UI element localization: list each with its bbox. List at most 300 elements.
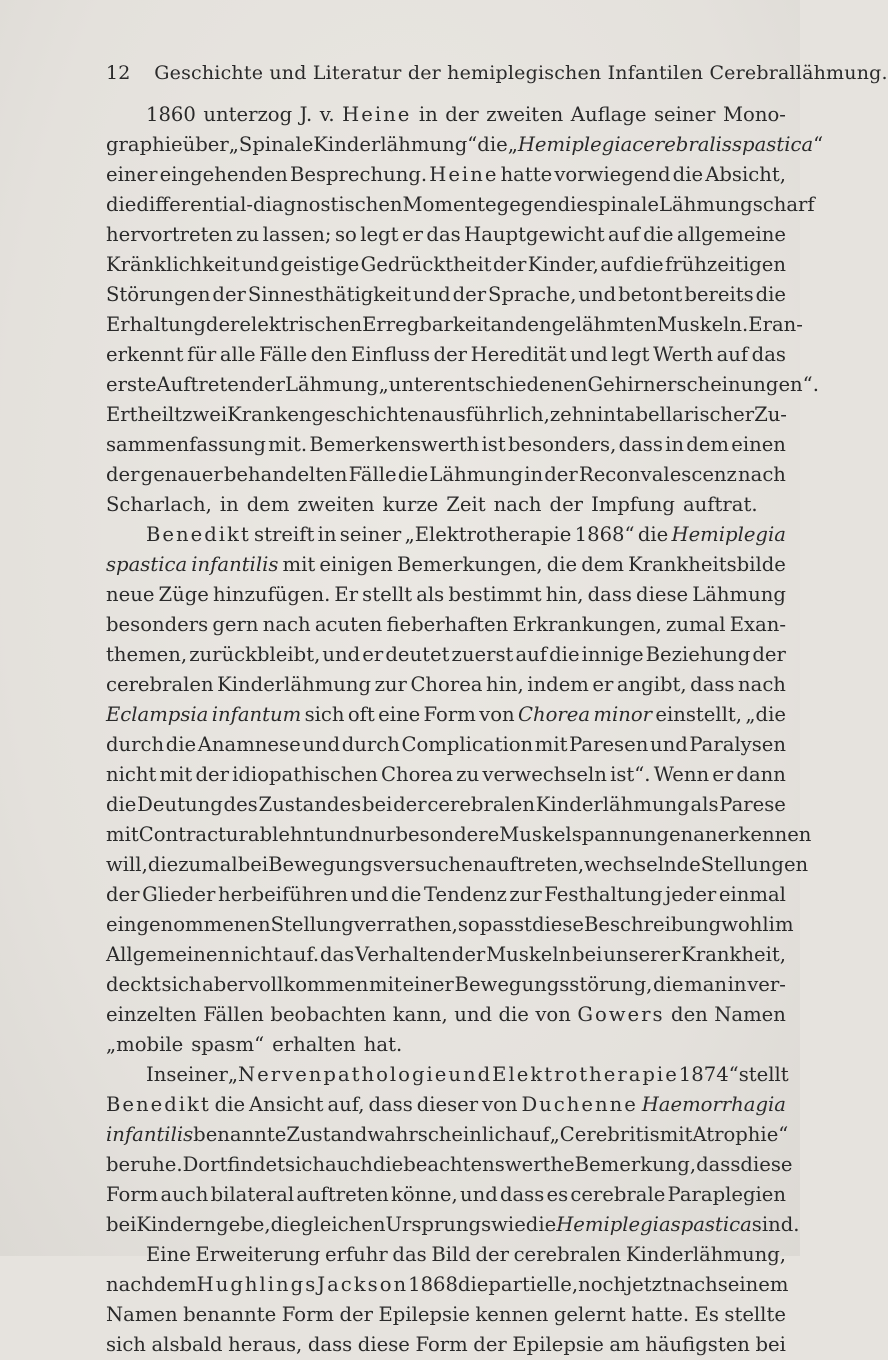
word: seiner (166, 1063, 228, 1086)
word: Hemiplegia (556, 1213, 671, 1236)
word: auf (515, 643, 548, 666)
word: aber (202, 973, 248, 996)
word: innige (581, 643, 644, 666)
word: als (690, 793, 719, 816)
text-line (106, 820, 812, 850)
word: „Spinale (228, 133, 314, 156)
word: der (339, 1303, 374, 1326)
word: er (712, 763, 734, 786)
text-line (106, 130, 824, 160)
text-line (106, 310, 803, 340)
word: könne, (391, 1183, 458, 1206)
word: Paresen (569, 733, 649, 756)
word: Züge (158, 583, 209, 606)
word: hin, (545, 583, 584, 606)
word: den (514, 313, 552, 336)
word: 1868“ (574, 523, 635, 546)
word: Mono- (722, 103, 786, 126)
word: einzelten (106, 1003, 197, 1026)
word: bei (237, 853, 269, 876)
word: J. (299, 103, 313, 126)
word: herbeiführen (217, 883, 349, 906)
word: dieser (416, 1093, 479, 1116)
word: Eclampsia (106, 703, 209, 726)
word: auch (160, 1183, 209, 1206)
word: Zustandes (258, 793, 362, 816)
word: auftreten (296, 1183, 389, 1206)
word: Tendenz (423, 883, 507, 906)
word: dass (690, 673, 735, 696)
text-line (106, 1270, 789, 1300)
word: Lähmung (284, 373, 379, 396)
word: auftrat. (682, 493, 758, 516)
word: bei (755, 1333, 786, 1356)
word: Ansicht (248, 1093, 324, 1116)
word: Lähmung (429, 463, 524, 486)
word: mit (282, 553, 316, 576)
word: zur (509, 883, 542, 906)
word: für (187, 343, 217, 366)
word: den (310, 343, 348, 366)
word: Zustand (286, 1123, 368, 1146)
word: die (457, 1273, 489, 1296)
word: allgemeine (676, 223, 786, 246)
word: themen, (106, 643, 188, 666)
word: in (665, 433, 685, 456)
word: sammenfassung (106, 433, 266, 456)
word: Allgemeinen (106, 943, 231, 966)
word: Erkrankungen, (512, 613, 662, 636)
word: hin, (486, 673, 524, 696)
word: Reconvalescenz (578, 463, 737, 486)
word: auch (324, 1153, 373, 1176)
word: einen (731, 433, 786, 456)
word: der (212, 283, 246, 306)
word: die (525, 1213, 557, 1236)
word: neue (106, 583, 155, 606)
word: auf, (327, 1093, 365, 1116)
word: Chorea (381, 763, 454, 786)
word: 1868 (408, 1273, 458, 1296)
word: legt (611, 343, 650, 366)
word: zweiten (486, 103, 564, 126)
word: passt (479, 913, 532, 936)
word: spastica (670, 1213, 752, 1236)
word: deutet (385, 643, 450, 666)
word: im (768, 913, 794, 936)
word: der (433, 343, 468, 366)
word: ablehnt (247, 823, 324, 846)
word: dem (246, 493, 290, 516)
word: Störungen (106, 283, 211, 306)
word: „ (227, 1063, 239, 1086)
word: Verhalten (355, 943, 451, 966)
word: ist (481, 433, 506, 456)
word: unterzog (203, 103, 293, 126)
word: zur (374, 673, 407, 696)
word: Zeit (446, 493, 486, 516)
word: Lähmung (659, 193, 753, 216)
word: mit (159, 763, 193, 786)
word: mit (659, 1123, 693, 1146)
word: theilt (129, 403, 183, 426)
word: diese (357, 1333, 410, 1356)
word: einmal (718, 883, 786, 906)
word: die (643, 223, 674, 246)
text-line (106, 400, 786, 430)
word: in (597, 403, 616, 426)
word: Deutung (137, 793, 223, 816)
word: so (334, 223, 357, 246)
word: und (578, 283, 617, 306)
text-line (106, 340, 786, 370)
word: nachdem (106, 1273, 197, 1296)
word: bereits (684, 283, 754, 306)
text-line (106, 790, 786, 820)
word: Paralysen (689, 733, 786, 756)
word: bilateral (210, 1183, 295, 1206)
word: Form (106, 1183, 159, 1206)
word: anerkennen (693, 823, 812, 846)
word: Paraplegien (667, 1183, 786, 1206)
word: seinem (717, 1273, 789, 1296)
word: nicht (106, 763, 157, 786)
word: erkennt (106, 343, 184, 366)
word: acuten (314, 613, 383, 636)
word: diese (531, 913, 584, 936)
word: Gowers (577, 1003, 665, 1026)
word: die (672, 163, 704, 186)
word: der (445, 103, 479, 126)
word: mit (369, 973, 402, 996)
word: es (546, 1183, 569, 1206)
word: Benedikt (106, 1093, 211, 1116)
word: er (362, 643, 384, 666)
word: „die (745, 703, 786, 726)
word: einstellt, (655, 703, 743, 726)
word: zehn (549, 403, 598, 426)
text-line (106, 550, 786, 580)
word: Gehirnerscheinungen“. (587, 373, 819, 396)
word: das (426, 223, 461, 246)
word: Kränklichkeit (106, 253, 240, 276)
word: hatte (500, 163, 553, 186)
word: und (569, 343, 608, 366)
word: erhalten (272, 1033, 356, 1056)
text-line (106, 250, 786, 280)
word: erste (106, 373, 157, 396)
word: genauer (140, 463, 223, 486)
word: elektrischen (239, 313, 363, 336)
word: besonders, (507, 433, 617, 456)
word: infantum (211, 703, 302, 726)
word: einigen (319, 553, 393, 576)
word: gegen (496, 193, 558, 216)
word: zu (236, 223, 260, 246)
word: Festhaltung (544, 883, 663, 906)
text-line (106, 520, 786, 550)
word: jeder (665, 883, 717, 906)
word: alsbald (151, 1333, 223, 1356)
word: die (633, 253, 664, 276)
word: Bemerkenswerth (309, 433, 480, 456)
word: einer (106, 163, 158, 186)
word: auf. (282, 943, 320, 966)
word: Namen (714, 1003, 786, 1026)
word: die (546, 553, 578, 576)
word: zuerst (451, 643, 514, 666)
word: und (322, 643, 361, 666)
text-line (106, 430, 786, 460)
word: Kinderlähmung (535, 793, 690, 816)
word: in (418, 103, 438, 126)
word: ist“. (610, 763, 651, 786)
word: Beziehung (645, 643, 751, 666)
word: nach (738, 673, 786, 696)
word: hervortreten (106, 223, 233, 246)
word: angibt, (616, 673, 687, 696)
word: cerebralen (427, 793, 535, 816)
word: nach (493, 493, 542, 516)
word: gelernt (553, 1303, 626, 1326)
word: Ursprungs (385, 1213, 492, 1236)
text-line (106, 1120, 789, 1150)
word: bei (106, 1213, 137, 1236)
word: nach (669, 1273, 718, 1296)
word: der (205, 313, 240, 336)
word: durch (341, 733, 400, 756)
word: nur (360, 823, 396, 846)
word: behandelten (223, 463, 348, 486)
word: Hauptgewicht (464, 223, 605, 246)
text-line (106, 1210, 800, 1240)
word: cerebralen (106, 673, 214, 696)
word: Muskeln (486, 943, 572, 966)
word: von (482, 1093, 518, 1116)
word: der (452, 283, 487, 306)
word: „Cerebritis (549, 1123, 660, 1146)
word: am (609, 1333, 640, 1356)
word: er (401, 223, 423, 246)
word: die (653, 973, 684, 996)
word: Muskeln. (656, 313, 749, 336)
word: gern (212, 613, 259, 636)
word: in (317, 523, 337, 546)
word: in (524, 463, 544, 486)
word: der (492, 253, 527, 276)
word: scharf (752, 193, 815, 216)
word: vorwiegend (554, 163, 671, 186)
word: 1874“ (678, 1063, 739, 1086)
word: dass (499, 1183, 545, 1206)
text-line (106, 730, 786, 760)
word: Bewegungsstörung, (454, 973, 653, 996)
word: und (649, 733, 688, 756)
word: Lähmung (692, 583, 786, 606)
word: auf (716, 343, 749, 366)
text-line (106, 1030, 786, 1060)
text-line (106, 280, 786, 310)
word: Krankheitsbilde (628, 553, 786, 576)
word: Kinder, (527, 253, 599, 276)
word: partielle, (488, 1273, 579, 1296)
word: er (592, 673, 614, 696)
word: Es (694, 1303, 719, 1326)
word: und (454, 1003, 492, 1026)
word: lassen; (262, 223, 332, 246)
word: durch (106, 733, 165, 756)
word: der (549, 493, 584, 516)
word: streift (254, 523, 315, 546)
word: Momente (402, 193, 497, 216)
word: benannte (193, 1123, 287, 1146)
word: stellt (362, 583, 413, 606)
word: so (457, 913, 480, 936)
word: mit (106, 823, 139, 846)
text-line (106, 160, 786, 190)
word: „Elektrotherapie (404, 523, 572, 546)
word: hat. (363, 1033, 403, 1056)
word: Haemorrhagia (641, 1093, 786, 1116)
word: besonders (106, 613, 209, 636)
text-line (106, 940, 786, 970)
word: Complication (401, 733, 534, 756)
word: mit (534, 733, 568, 756)
word: In (146, 1063, 167, 1086)
word: als (416, 583, 445, 606)
text-line (106, 220, 786, 250)
text-line (106, 490, 786, 520)
word: von (535, 1003, 571, 1026)
word: spastica (106, 553, 188, 576)
word: diese (636, 583, 689, 606)
text-line (106, 1150, 793, 1180)
word: Bewegungsversuchen (268, 853, 486, 876)
word: heraus, (228, 1333, 303, 1356)
word: Absicht, (705, 163, 786, 186)
word: Glieder (142, 883, 216, 906)
word: seiner (339, 523, 402, 546)
word: Werth (653, 343, 714, 366)
word: beachtenswerthe (403, 1153, 575, 1176)
word: „mobile (106, 1033, 184, 1056)
word: findet (227, 1153, 286, 1176)
running-title: Geschichte und Literatur der hemiplegischen Infantilen Cerebrallähmung. (154, 62, 888, 84)
word: zweiten (297, 493, 375, 516)
word: verwechseln (482, 763, 607, 786)
word: die (498, 1003, 529, 1026)
word: an- (771, 313, 803, 336)
text-line (106, 1000, 786, 1030)
word: Er (106, 403, 130, 426)
word: seiner (653, 103, 716, 126)
word: Krankheit, (681, 943, 786, 966)
word: sind. (751, 1213, 800, 1236)
word: und (302, 733, 341, 756)
word: Besprechung. (289, 163, 428, 186)
word: Exan- (729, 613, 786, 636)
word: die (549, 643, 580, 666)
word: wohl (721, 913, 769, 936)
word: das (319, 943, 355, 966)
word: Hemiplegia (671, 523, 786, 546)
word: dass (587, 583, 632, 606)
word: die (165, 733, 197, 756)
word: kurze (382, 493, 439, 516)
word: Epilepsie (378, 1303, 470, 1326)
body-text (106, 100, 824, 1360)
word: minor (593, 703, 653, 726)
text-line (106, 610, 786, 640)
text-line (106, 370, 819, 400)
word: und (350, 883, 389, 906)
word: dass (696, 1153, 741, 1176)
word: Kinderlähmung, (625, 1243, 786, 1266)
word: der (544, 463, 578, 486)
text-line (106, 640, 786, 670)
word: Parese (719, 793, 786, 816)
word: oft (347, 703, 375, 726)
word: der (195, 763, 229, 786)
word: bei (361, 793, 393, 816)
word: deckt (106, 973, 161, 996)
word: Er (334, 583, 359, 606)
word: auf (608, 223, 640, 246)
word: Elektrotherapie (492, 1063, 679, 1086)
word: Form (415, 1333, 468, 1356)
word: Er (748, 313, 772, 336)
word: v. (319, 103, 335, 126)
word: die (477, 133, 508, 156)
text-line (106, 460, 786, 490)
word: und (459, 1183, 498, 1206)
word: wechselnde (584, 853, 701, 876)
word: Erhaltung (106, 313, 206, 336)
word: spastica (732, 133, 814, 156)
word: Chorea (410, 673, 483, 696)
word: Namen (106, 1303, 178, 1326)
word: hinzufügen. (213, 583, 331, 606)
word: die (372, 1153, 404, 1176)
word: Nervenpathologie (238, 1063, 449, 1086)
word: Hughlings (196, 1273, 318, 1296)
word: über (182, 133, 229, 156)
word: häufigsten (645, 1333, 750, 1356)
word: an (490, 313, 515, 336)
word: Duchenne (521, 1093, 638, 1116)
word: der (473, 1333, 507, 1356)
text-line (106, 580, 786, 610)
word: auf (600, 253, 632, 276)
word: der (106, 463, 140, 486)
word: fieberhaften (386, 613, 509, 636)
text-line (106, 1060, 789, 1090)
word: einer (402, 973, 454, 996)
word: Form (281, 1303, 335, 1326)
word: die (397, 463, 429, 486)
word: der (475, 1243, 509, 1266)
word: Kindern (136, 1213, 217, 1236)
word: Fälle (259, 343, 308, 366)
word: legt (360, 223, 399, 246)
word: Muskelspannungen (499, 823, 694, 846)
word: beobachten (270, 1003, 387, 1026)
word: betont (618, 283, 683, 306)
word: Scharlach, (106, 493, 212, 516)
word: die (106, 793, 137, 816)
word: „ (507, 133, 518, 156)
word: sich (285, 1153, 325, 1176)
